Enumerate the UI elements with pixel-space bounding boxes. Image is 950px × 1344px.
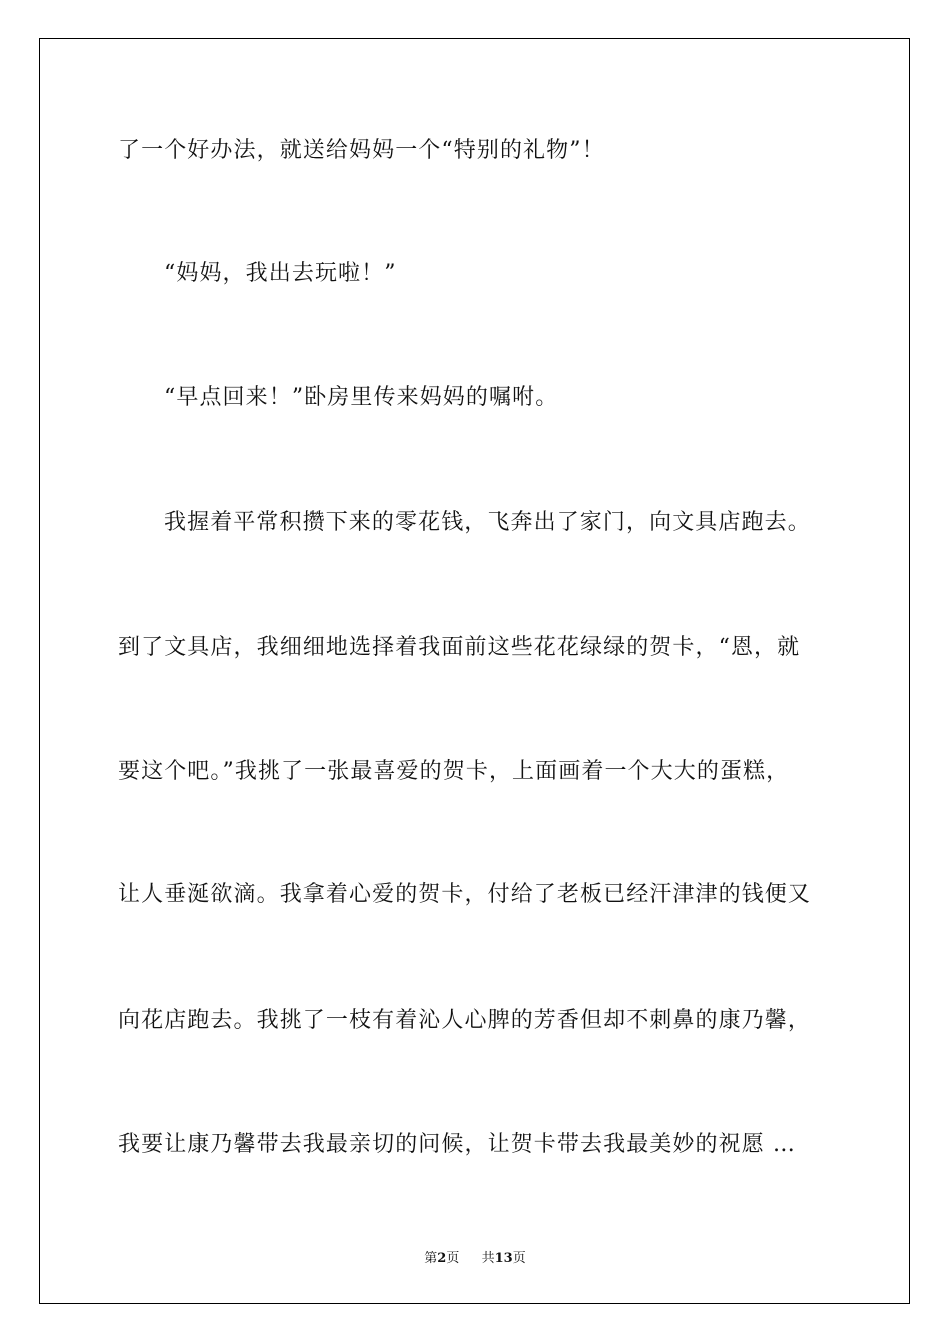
- text-line: 到了文具店，我细细地选择着我面前这些花花绿绿的贺卡，“恩，就: [118, 635, 801, 660]
- text-line: 向花店跑去。我挑了一枝有着沁人心脾的芳香但却不刺鼻的康乃馨，: [118, 1008, 812, 1033]
- footer-total-number: 13: [494, 1251, 513, 1266]
- text-line: “早点回来！”卧房里传来妈妈的嘱咐。: [164, 385, 559, 410]
- footer-total-suffix: 页: [512, 1251, 526, 1266]
- text-line: 我握着平常积攒下来的零花钱，飞奔出了家门，向文具店跑去。: [164, 510, 811, 535]
- footer-page-suffix: 页: [446, 1251, 460, 1266]
- text-line: 让人垂涎欲滴。我拿着心爱的贺卡，付给了老板已经汗津津的钱便又: [118, 882, 812, 907]
- page-footer: [0, 1247, 950, 1266]
- footer-page-number: 2: [437, 1251, 447, 1266]
- page-border: [39, 38, 910, 1304]
- footer-total-prefix: 共: [481, 1251, 495, 1266]
- text-line: 我要让康乃馨带去我最亲切的问候，让贺卡带去我最美妙的祝愿 …: [118, 1132, 796, 1157]
- text-line: 要这个吧。”我挑了一张最喜爱的贺卡，上面画着一个大大的蛋糕，: [118, 759, 790, 784]
- footer-page-prefix: 第: [424, 1251, 438, 1266]
- text-line: 了一个好办法，就送给妈妈一个“特别的礼物”！: [118, 138, 605, 163]
- text-line: “妈妈，我出去玩啦！”: [164, 261, 397, 286]
